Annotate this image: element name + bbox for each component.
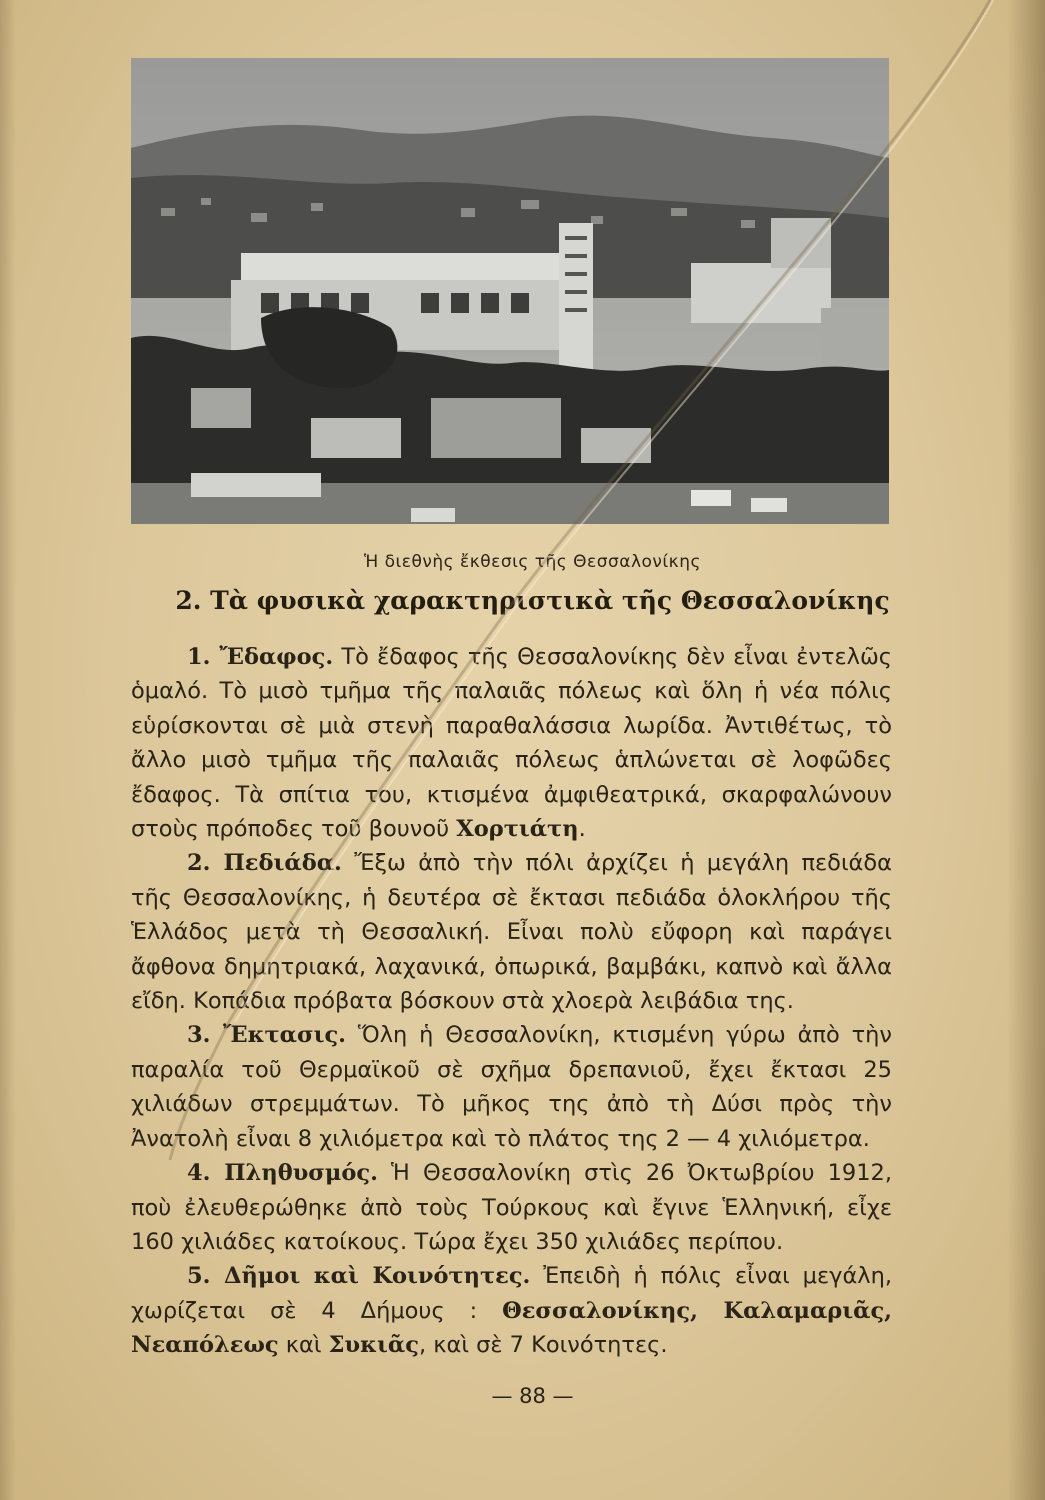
section-number: 2. [175,586,202,615]
paragraph-population [131,1156,892,1259]
paragraph-text: . [578,816,586,843]
spine-shadow [1007,0,1045,1500]
body-text [131,640,892,1363]
mountain-name: Χορτιάτη [456,816,579,843]
section-title: Τὰ φυσικὰ χαρακτηριστικὰ τῆς Θεσσαλονίκης [210,586,890,615]
paragraph-municipalities [131,1259,892,1362]
paragraph-plain [131,846,892,1018]
paragraph-text: Ἐπειδὴ ἡ πόλις εἶναι μεγάλη, χωρίζεται σὲ 4 Δήμους : [131,1263,893,1324]
paragraph-text: , καὶ σὲ 7 Κοινότητες. [418,1332,668,1359]
paragraph-label: 3. Ἔκτασις. [187,1022,346,1049]
paragraph-text: Ἡ Θεσσαλονίκη στὶς 26 Ὀκτωβρίου 1912, ποὺ ἐλευθερώθηκε ἀπὸ τοὺς Τούρκους καὶ ἔγινε Ἑλληνική, εἶχε 160 χιλιάδες κατοίκους. Τώρα ἔχει 350 χιλιάδες περίπου. [131,1160,893,1255]
photo-illustration [131,58,889,524]
section-heading [0,586,1045,615]
paragraph-text: Ἔξω ἀπὸ τὴν πόλι ἀρχίζει ἡ μεγάλη πεδιάδα τῆς Θεσσαλονίκης, ἡ δευτέρα σὲ ἔκτασι πεδιάδα ὁλοκλήρου τῆς Ἑλλάδος μετὰ τὴ Θεσσαλική. Εἶναι πολὺ εὔφορη καὶ παράγει ἄφθονα δημητριακά, λαχανικά, ὀπωρικά, βαμβάκι, καπνὸ καὶ ἄλλα εἴδη. Κοπάδια πρόβατα βόσκουν στὰ χλοερὰ λειβάδια της. [131,850,892,1015]
paragraph-text: Τὸ ἔδαφος τῆς Θεσσαλονίκης δὲν εἶναι ἐντελῶς ὁμαλό. Τὸ μισὸ τμῆμα τῆς παλαιᾶς πόλεως καὶ ὅλη ἡ νέα πόλις εὑρίσκονται σὲ μιὰ στενὴ παραθαλάσσια λωρίδα. Ἀντιθέτως, τὸ ἄλλο μισὸ τμῆμα τῆς παλαιᾶς πόλεως ἁπλώνεται σὲ λοφῶδες ἔδαφος. Τὰ σπίτια του, κτισμένα ἀμφιθεατρικά, σκαρφαλώνουν στοὺς πρόποδες τοῦ βουνοῦ [131,644,893,843]
paragraph-label: 5. Δῆμοι καὶ Κοινότητες. [187,1263,531,1290]
municipality-name: Συκιᾶς [328,1332,419,1359]
paragraph-text: Ὅλη ἡ Θεσσαλονίκη, κτισμένη γύρω ἀπὸ τὴν παραλία τοῦ Θερμαϊκοῦ σὲ σχῆμα δρεπανιοῦ, ἔχει ἔκτασι 25 χιλιάδων στρεμμάτων. Τὸ μῆκος της ἀπὸ τὴ Δύσι πρὸς τὴν Ἀνατολὴ εἶναι 8 χιλιόμετρα καὶ τὸ πλάτος της 2 — 4 χιλιόμετρα. [131,1022,892,1152]
page-edge-shadow [0,0,16,1500]
page-number: — 88 — [491,1384,574,1408]
paragraph-label: 4. Πληθυσμός. [187,1160,378,1187]
paragraph-area [131,1018,892,1156]
exhibition-photo [131,58,889,524]
photo-caption: Ἡ διεθνὴς ἔκθεσις τῆς Θεσσαλονίκης [364,552,701,572]
paragraph-text: καὶ [278,1332,329,1359]
paragraph-label: 1. Ἔδαφος. [187,644,334,670]
paragraph-label: 2. Πεδιάδα. [187,850,342,877]
paragraph-terrain [131,640,892,846]
municipality-names: Θεσσαλονίκης, Καλαμαριᾶς, Νεαπόλεως [131,1297,892,1359]
